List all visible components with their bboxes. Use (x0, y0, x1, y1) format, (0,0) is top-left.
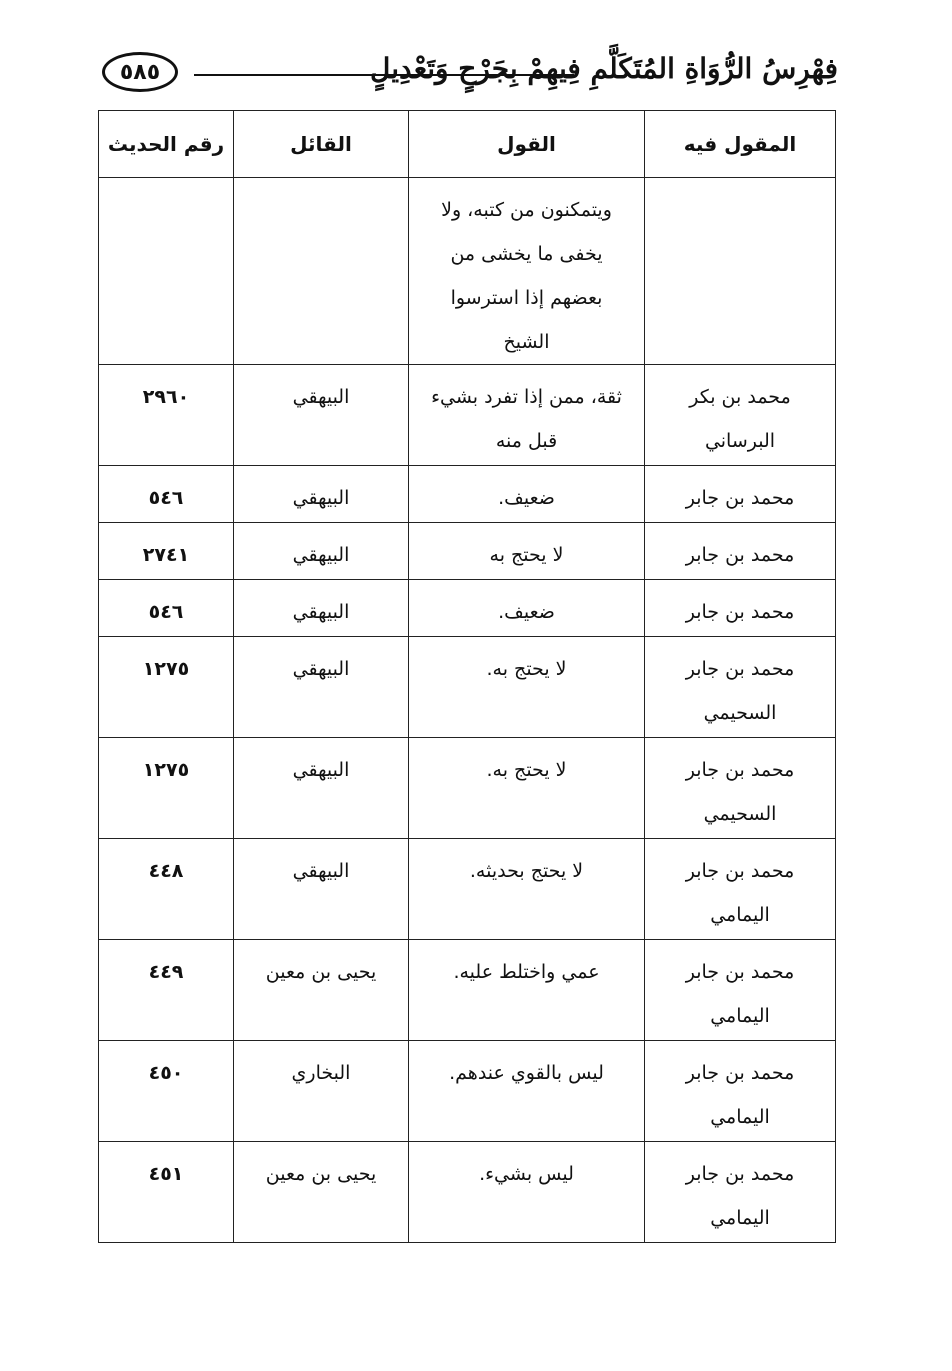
narrators-table (98, 110, 836, 1243)
statement-line: يخفى ما يخشى من (450, 243, 603, 265)
said-by-cell (234, 178, 409, 365)
table-row (99, 1142, 836, 1243)
statement-line: ويتمكنون من كتبه، ولا (441, 199, 612, 221)
hadith-number-cell: ٥٤٦ (99, 466, 234, 523)
column-header-hadith-number: رقم الحديث (99, 111, 234, 178)
table-row (99, 940, 836, 1041)
table-row (99, 466, 836, 523)
narrator-cell: محمد بن جابر (645, 466, 836, 523)
narrator-cell (645, 940, 836, 1041)
hadith-number-cell: ٤٤٨ (99, 839, 234, 940)
said-by-cell: البيهقي (234, 580, 409, 637)
narrator-line: اليمامي (710, 1207, 770, 1229)
hadith-number-cell: ١٢٧٥ (99, 738, 234, 839)
narrator-cell: محمد بن جابر (645, 580, 836, 637)
narrator-cell (645, 1142, 836, 1243)
narrator-cell (645, 365, 836, 466)
narrator-cell (645, 738, 836, 839)
narrator-line: محمد بن جابر (685, 658, 795, 680)
statement-line: بعضهم إذا استرسوا (450, 287, 603, 309)
statement-cell (409, 365, 645, 466)
table-row (99, 738, 836, 839)
statement-cell: ليس بالقوي عندهم. (409, 1041, 645, 1142)
page-title: فِهْرِسُ الرُّوَاةِ المُتَكَلَّمِ فِيهِمْ بِجَرْحٍ وَتَعْدِيلٍ (370, 52, 838, 85)
said-by-cell: يحيى بن معين (234, 1142, 409, 1243)
table-row (99, 365, 836, 466)
narrator-line: محمد بن جابر (685, 961, 795, 983)
said-by-cell: البيهقي (234, 738, 409, 839)
said-by-cell: البيهقي (234, 637, 409, 738)
narrator-cell (645, 178, 836, 365)
narrator-line: محمد بن جابر (685, 1163, 795, 1185)
hadith-number-cell: ٤٥٠ (99, 1041, 234, 1142)
page-number: ٥٨٥ (102, 52, 178, 92)
narrator-line: محمد بن جابر (685, 759, 795, 781)
narrator-line: محمد بن بكر (689, 386, 791, 408)
table-header-row (99, 111, 836, 178)
hadith-number-cell: ٢٩٦٠ (99, 365, 234, 466)
table-row (99, 178, 836, 365)
said-by-cell: البيهقي (234, 523, 409, 580)
said-by-cell: البيهقي (234, 365, 409, 466)
said-by-cell: يحيى بن معين (234, 940, 409, 1041)
statement-cell: لا يحتج بحديثه. (409, 839, 645, 940)
narrator-cell (645, 839, 836, 940)
table-row (99, 523, 836, 580)
narrator-line: السحيمي (703, 702, 777, 724)
column-header-narrator: المقول فيه (645, 111, 836, 178)
statement-cell: ضعيف. (409, 580, 645, 637)
statement-cell: لا يحتج به. (409, 637, 645, 738)
statement-line: قبل منه (495, 430, 558, 452)
narrator-line: البرساني (704, 430, 776, 452)
narrator-cell: محمد بن جابر (645, 523, 836, 580)
hadith-number-cell (99, 178, 234, 365)
hadith-number-cell: ٤٤٩ (99, 940, 234, 1041)
column-header-said-by: القائل (234, 111, 409, 178)
statement-cell: ليس بشيء. (409, 1142, 645, 1243)
narrator-line: اليمامي (710, 904, 770, 926)
table-row (99, 839, 836, 940)
narrator-cell (645, 637, 836, 738)
statement-cell: لا يحتج به (409, 523, 645, 580)
page-header (96, 46, 842, 106)
hadith-number-cell: ٢٧٤١ (99, 523, 234, 580)
statement-cell: عمي واختلط عليه. (409, 940, 645, 1041)
table-row (99, 637, 836, 738)
narrator-line: السحيمي (703, 803, 777, 825)
said-by-cell: البخاري (234, 1041, 409, 1142)
statement-cell (409, 178, 645, 365)
narrator-line: اليمامي (710, 1005, 770, 1027)
hadith-number-cell: ٥٤٦ (99, 580, 234, 637)
narrator-line: اليمامي (710, 1106, 770, 1128)
statement-line: الشيخ (503, 331, 550, 353)
statement-cell: لا يحتج به. (409, 738, 645, 839)
narrator-cell (645, 1041, 836, 1142)
narrator-line: محمد بن جابر (685, 1062, 795, 1084)
table-row (99, 580, 836, 637)
hadith-number-cell: ١٢٧٥ (99, 637, 234, 738)
narrator-line: محمد بن جابر (685, 860, 795, 882)
hadith-number-cell: ٤٥١ (99, 1142, 234, 1243)
table-row (99, 1041, 836, 1142)
said-by-cell: البيهقي (234, 839, 409, 940)
said-by-cell: البيهقي (234, 466, 409, 523)
statement-cell: ضعيف. (409, 466, 645, 523)
statement-line: ثقة، ممن إذا تفرد بشيء (431, 386, 622, 408)
column-header-statement: القول (409, 111, 645, 178)
